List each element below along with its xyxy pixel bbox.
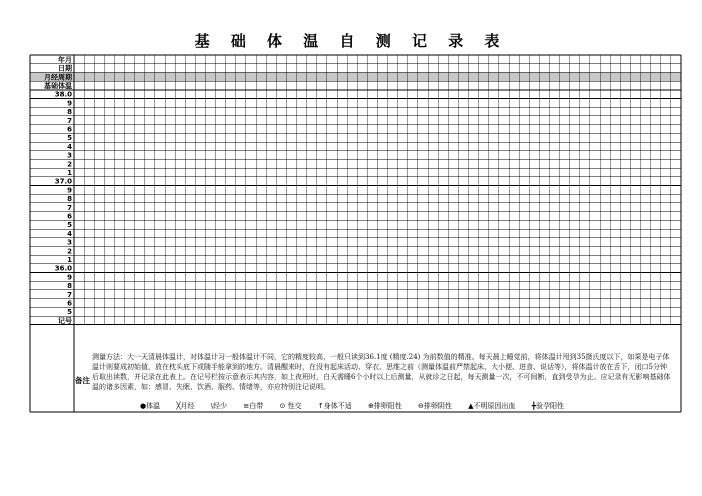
- legend-unexplained-bleeding: ▲不明原因出血: [468, 402, 516, 410]
- row-label-temp_2: 8: [67, 108, 72, 117]
- legend-light-flow: \经少: [210, 402, 228, 410]
- legend-ovulation-negative: ⊖排卵阴性: [418, 402, 452, 410]
- row-label-temp_23: 7: [67, 290, 72, 299]
- row-label-temp_1: 9: [67, 99, 72, 108]
- row-label-temp_10: 37.0: [54, 177, 72, 186]
- legend-temperature: ●体温: [140, 402, 161, 410]
- row-label-temp_4: 6: [67, 125, 72, 134]
- row-label-temp_19: 1: [67, 256, 72, 264]
- page-title: 基 础 体 温 自 测 记 录 表: [194, 32, 508, 50]
- row-label-temp_24: 6: [67, 299, 72, 308]
- row-label-temp_13: 7: [67, 203, 72, 212]
- row-label-temp_9: 1: [67, 169, 72, 177]
- row-label-temp_7: 3: [67, 151, 72, 160]
- cycle-row-shading: [30, 72, 681, 81]
- row-label-temp_0: 38.0: [54, 90, 72, 99]
- row-label-cycle: 月经周期: [44, 73, 72, 82]
- row-label-temp_20: 36.0: [54, 264, 72, 273]
- legend-intercourse: ⊙ 性交: [279, 402, 302, 410]
- row-label-body_temp: 基础体温: [44, 82, 72, 90]
- row-label-temp_5: 5: [67, 134, 72, 143]
- row-label-temp_16: 4: [67, 229, 72, 238]
- symbol-legend: [140, 401, 680, 413]
- row-label-year_month: 年月: [58, 55, 72, 64]
- row-label-temp_21: 9: [67, 273, 72, 282]
- row-label-temp_3: 7: [67, 116, 72, 125]
- legend-menstruation: ╳月经: [176, 402, 195, 410]
- row-label-temp_12: 8: [67, 195, 72, 204]
- measurement-instructions: 测量方法：大一天清晨体温计，对体温计习一般体温计不同，它的精度较高，一般只读到36.1度 (精度.24) 为前数值的精准。每天晨上睡觉前，将体温计甩到35摄氏度以下，如果是电子体温计则要成初始值，放在枕头底下或随手能拿到的地方。清晨醒来时，在没有起床活动、穿衣、思维之前（测量体温前严禁起床、大小便、进食、说话等），将体温计放在舌下，闭口5分钟后取出读数，并记录在此表上。在记号栏按示意表示其内容，如上夜班时，白天需睡6个小时以上后测量，从就诊之日起，每天测量一次，不可间断，直到受孕为止。应记录有无影响基础体温的诸多因素，如：感冒、失眠、饮酒、服药、情绪等，亦应特别注记说明。: [92, 353, 671, 391]
- row-label-temp_14: 6: [67, 212, 72, 221]
- row-label-record: 记号: [58, 316, 72, 325]
- row-label-temp_15: 5: [67, 221, 72, 230]
- legend-unwell: ↑身体不适: [317, 402, 352, 410]
- row-label-temp_22: 8: [67, 282, 72, 291]
- row-label-temp_11: 9: [67, 186, 72, 195]
- legend-ovulation-positive: ⊕排卵阳性: [367, 402, 402, 410]
- row-label-temp_6: 4: [67, 142, 72, 151]
- row-label-temp_8: 2: [67, 160, 72, 169]
- legend-discharge: ≡白带: [243, 402, 264, 410]
- row-label-temp_17: 3: [67, 238, 72, 247]
- row-label-date: 日期: [58, 64, 72, 73]
- legend-pregnancy-positive: ╋验孕阳性: [531, 402, 564, 410]
- remarks-label: 备注: [75, 376, 90, 385]
- row-label-temp_25: 5: [67, 308, 72, 317]
- row-label-temp_18: 2: [67, 247, 72, 256]
